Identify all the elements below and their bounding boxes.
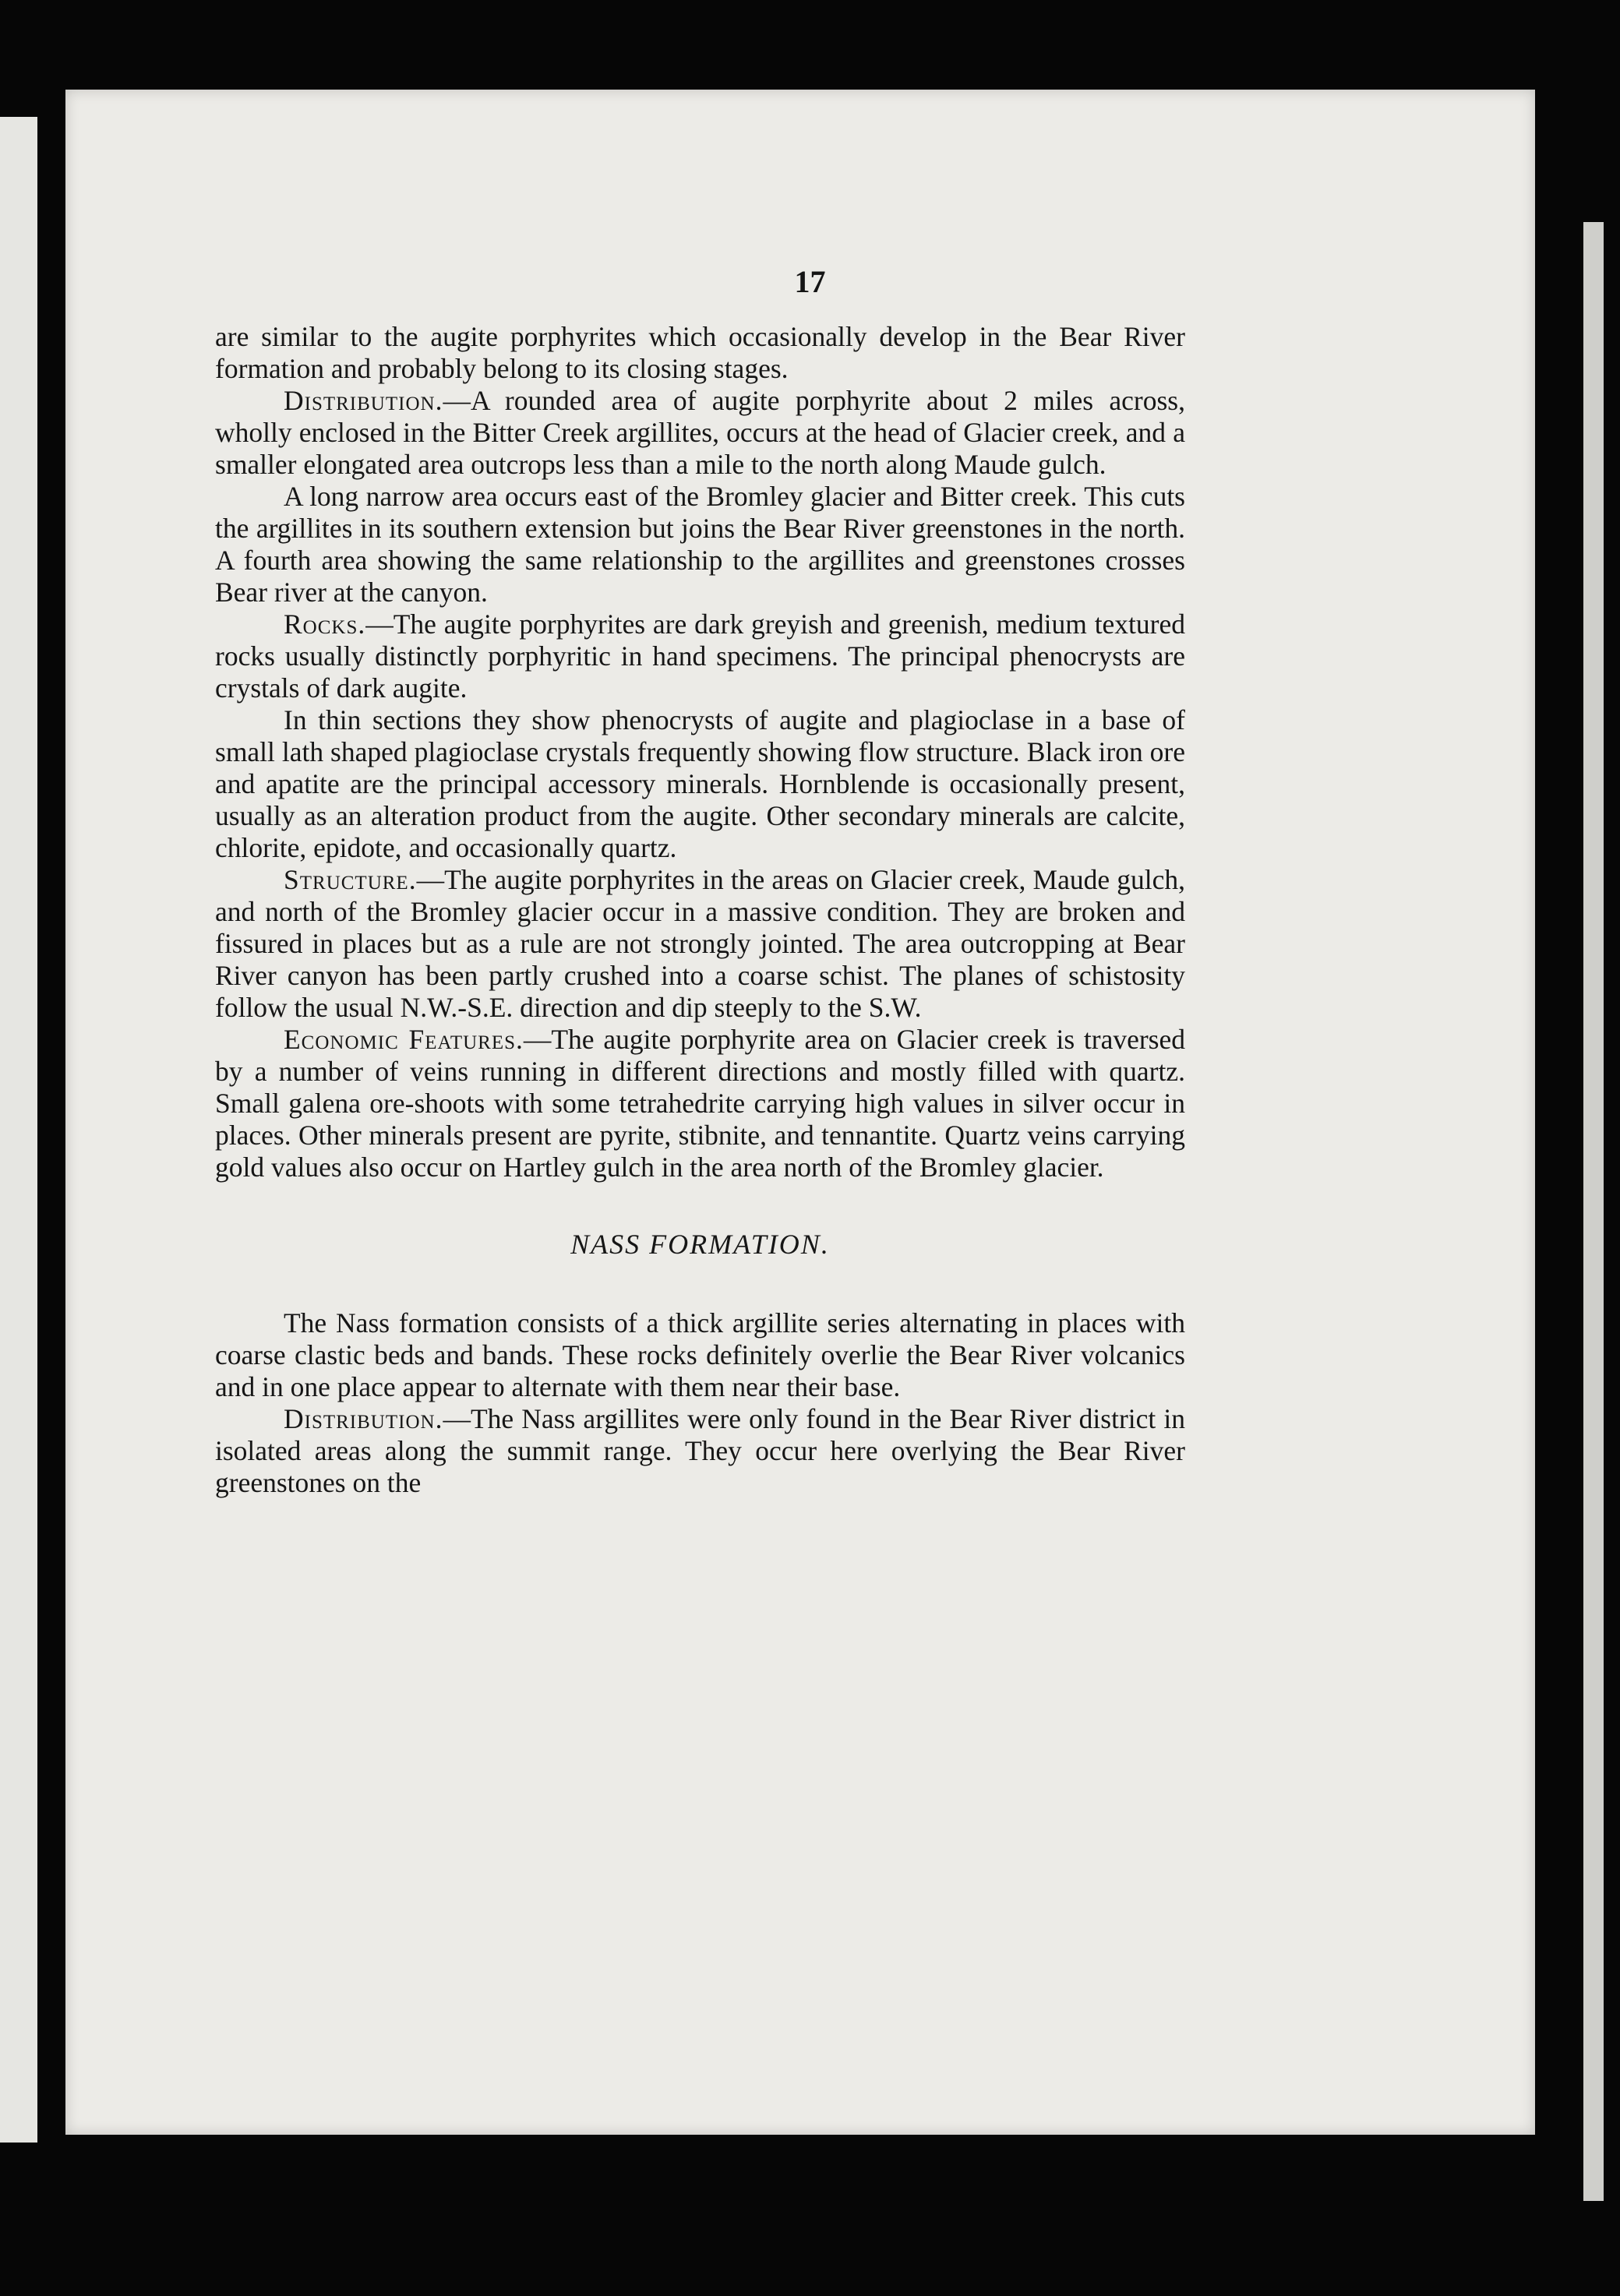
paragraph-text: In thin sections they show phenocrysts of augite and plagioclase in a base of small lath shaped plagioclase crystals frequently showing flow structure. Black iron ore and apatite are the principal accessory minerals. Hornblende is occasionally present, usually as an alteration product from the augite. Other secondary minerals are calcite, chlorite, epidote, and occasionally quartz. — [215, 704, 1185, 863]
run-in-heading: Distribution. — [284, 385, 443, 416]
paragraph — [215, 608, 1185, 704]
paragraph-text: A long narrow area occurs east of the Bromley glacier and Bitter creek. This cuts the argillites in its southern extension but joins the Bear River greenstones in the north. A fourth area showing the same relationship to the argillites and greenstones crosses Bear river at the canyon. — [215, 481, 1185, 608]
section-heading: NASS FORMATION. — [570, 1229, 830, 1260]
run-in-heading: Structure. — [284, 864, 417, 895]
paragraph — [215, 704, 1185, 864]
left-page-edge — [0, 117, 37, 2143]
paragraph-text: are similar to the augite porphyrites which occasionally develop in the Bear River formation and probably belong to its closing stages. — [215, 321, 1185, 384]
paragraph-text: The Nass formation consists of a thick argillite series alternating in places with coarse clastic beds and bands. These rocks definitely overlie the Bear River volcanics and in one place appear to alternate with them near their base. — [215, 1307, 1185, 1402]
run-in-heading: Economic Features. — [284, 1024, 524, 1055]
paragraph-text: —The augite porphyrite area on Glacier creek is traversed by a number of veins running in different directions and mostly filled with quartz. Small galena ore-shoots with some tetrahedrite carrying high values in silver occur in places. Other minerals present are pyrite, stibnite, and tennantite. Quartz veins carrying gold values also occur on Hartley gulch in the area north of the Bromley glacier. — [215, 1024, 1185, 1183]
paragraph-text: —A rounded area of augite porphyrite about 2 miles across, wholly enclosed in the Bitter Creek argillites, occurs at the head of Glacier creek, and a smaller elongated area outcrops less than a mile to the north along Maude gulch. — [215, 385, 1185, 480]
paragraph — [215, 385, 1185, 481]
paragraph-text: —The Nass argillites were only found in the Bear River district in isolated areas along the summit range. They occur here overlying the Bear River greenstones on the — [215, 1403, 1185, 1498]
paragraph — [215, 481, 1185, 608]
body-text — [215, 321, 1185, 1499]
paragraph — [215, 1307, 1185, 1403]
paragraph — [215, 864, 1185, 1024]
paragraph — [215, 321, 1185, 385]
run-in-heading: Distribution. — [284, 1403, 443, 1434]
page-edge-shadow — [1583, 222, 1604, 2201]
paragraph-text: —The augite porphyrites are dark greyish and greenish, medium textured rocks usually distinctly porphyritic in hand specimens. The principal phenocrysts are crystals of dark augite. — [215, 608, 1185, 704]
run-in-heading: Rocks. — [284, 608, 366, 640]
paragraph — [215, 1403, 1185, 1499]
page-number: 17 — [794, 264, 826, 299]
paragraph — [215, 1024, 1185, 1183]
paragraph-text: —The augite porphyrites in the areas on Glacier creek, Maude gulch, and north of the Bromley glacier occur in a massive condition. They are broken and fissured in places but as a rule are not strongly jointed. The area outcropping at Bear River canyon has been partly crushed into a coarse schist. The planes of schistosity follow the usual N.W.-S.E. direction and dip steeply to the S.W. — [215, 864, 1185, 1023]
